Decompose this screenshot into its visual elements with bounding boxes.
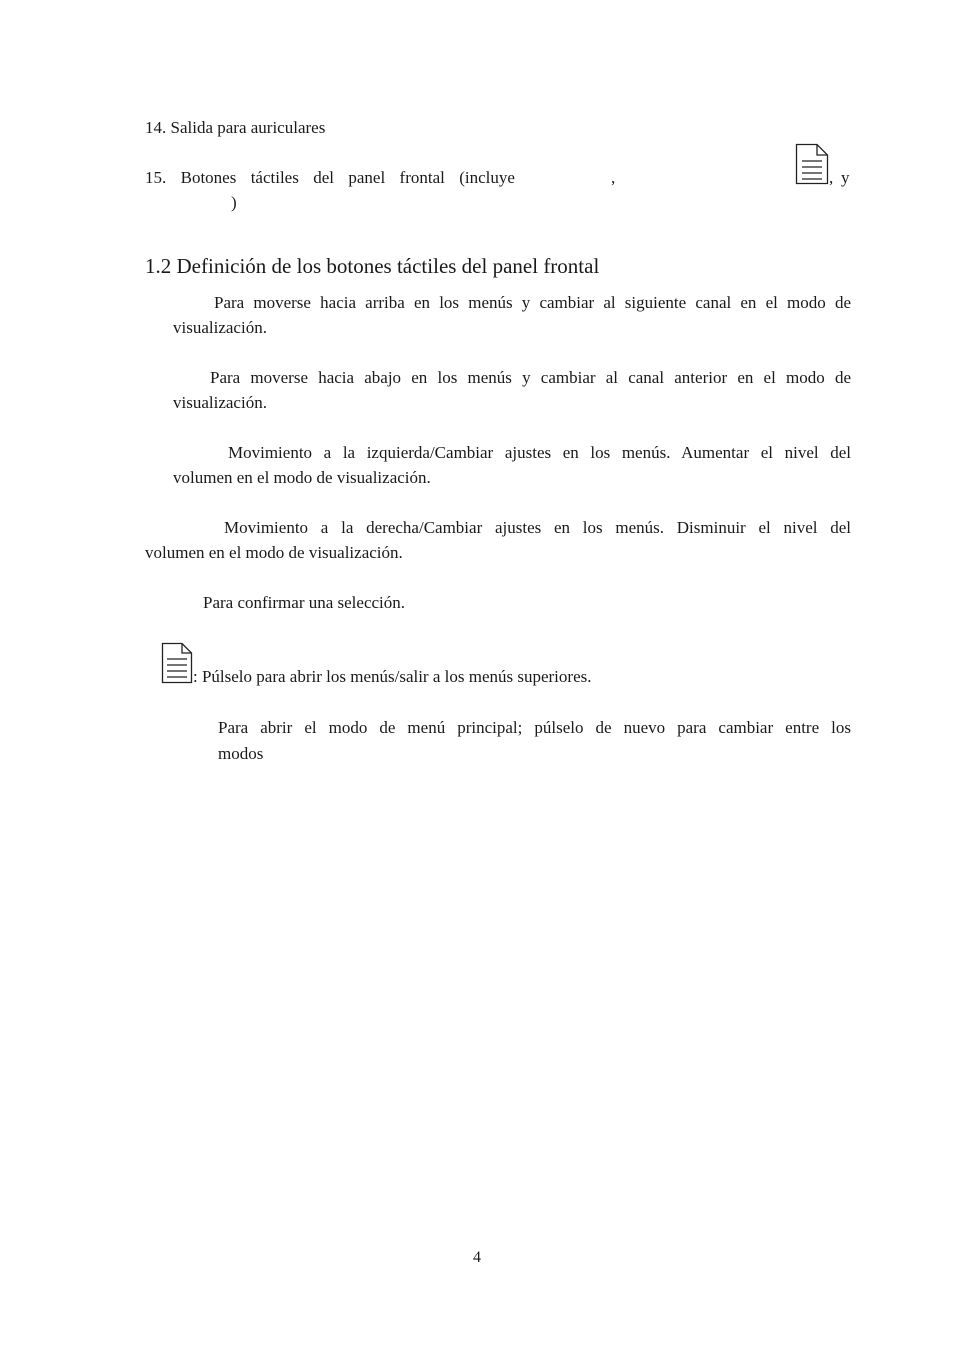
item-15-word: panel [348, 168, 386, 187]
definition-left-line1: Movimiento a la izquierda/Cambiar ajustes en los menús. Aumentar el nivel del [228, 443, 851, 462]
item-15-word: Botones [180, 168, 237, 187]
item-15-and: y [841, 168, 850, 187]
document-icon [795, 143, 829, 185]
definition-menu: : Púlselo para abrir los menús/salir a los menús superiores. [193, 667, 592, 686]
item-15-number: 15. [145, 168, 167, 187]
definition-down-line2: visualización. [173, 393, 267, 412]
item-15-end-comma: , [829, 168, 834, 187]
definition-mode-line2: modos [218, 744, 264, 763]
definition-ok: Para confirmar una selección. [203, 593, 406, 612]
definition-right-line1: Movimiento a la derecha/Cambiar ajustes en los menús. Disminuir el nivel del [224, 518, 851, 537]
page-number: 4 [473, 1249, 481, 1266]
item-15-word: frontal [399, 168, 445, 187]
definition-up-line1: Para moverse hacia arriba en los menús y cambiar al siguiente canal en el modo de [214, 293, 851, 312]
item-15-word: del [313, 168, 334, 187]
definition-left-line2: volumen en el modo de visualización. [173, 468, 431, 487]
item-15-word: (incluye [459, 168, 515, 187]
item-15-close-paren: ) [231, 193, 237, 212]
item-15-text [145, 165, 515, 190]
definition-mode-line1: Para abrir el modo de menú principal; púlselo de nuevo para cambiar entre los [218, 718, 851, 737]
item-14: 14. Salida para auriculares [145, 118, 326, 137]
item-15-comma: , [611, 168, 616, 187]
definition-down-line1: Para moverse hacia abajo en los menús y cambiar al canal anterior en el modo de [210, 368, 851, 387]
document-icon [161, 642, 193, 684]
item-15-word: táctiles [250, 168, 299, 187]
definition-up-line2: visualización. [173, 318, 267, 337]
definition-right-line2: volumen en el modo de visualización. [145, 543, 403, 562]
section-heading: 1.2 Definición de los botones táctiles del panel frontal [145, 254, 600, 278]
